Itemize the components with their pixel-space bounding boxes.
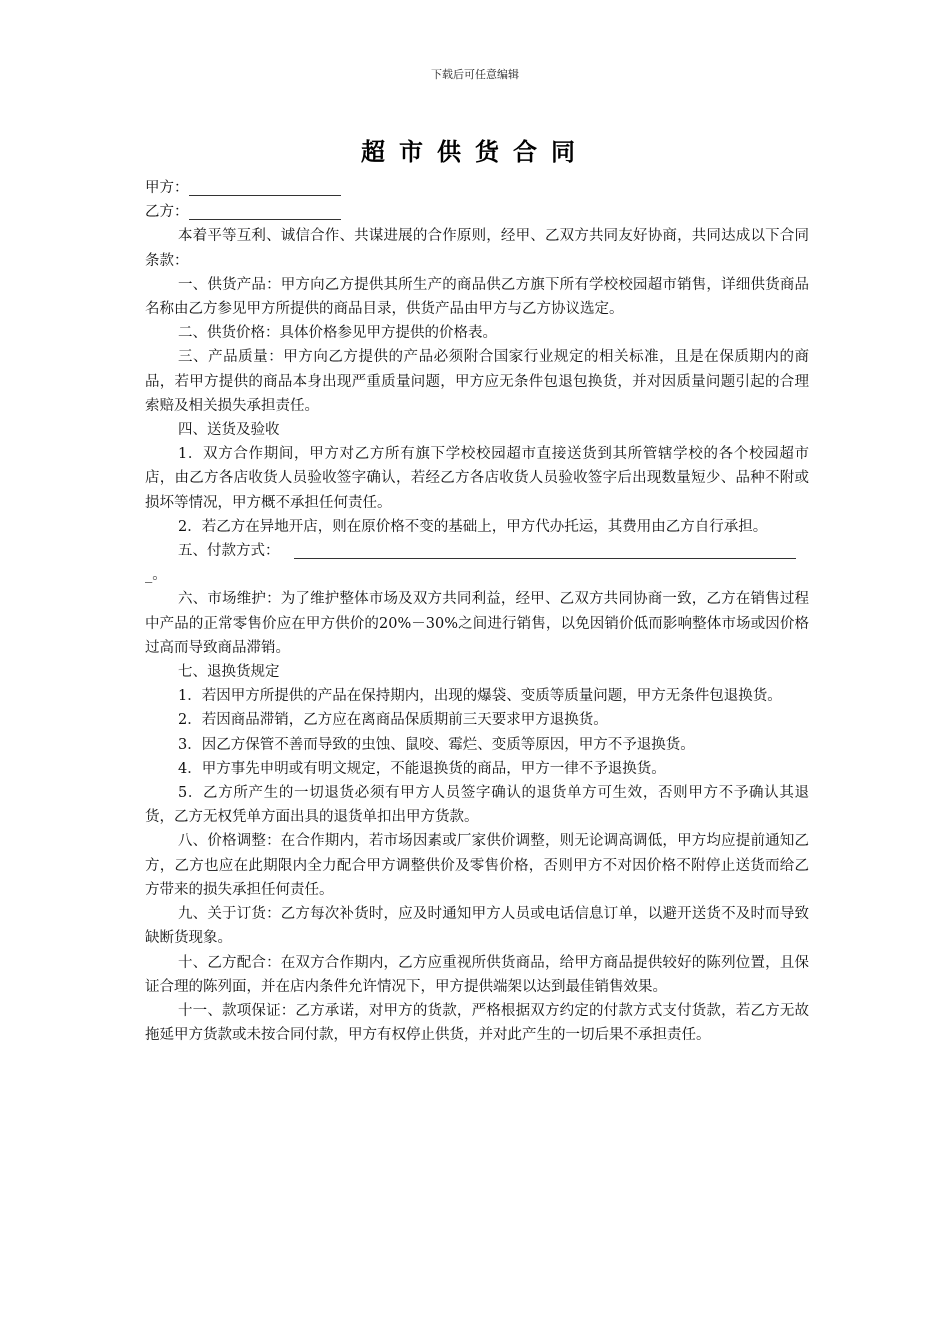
party-b-label: 乙方：: [145, 204, 189, 221]
clause-8-price-adjustment: 八、价格调整：在合作期内，若市场因素或厂家供价调整，则无论调高调低，甲方均应提前通知乙方，乙方也应在此期限内全力配合甲方调整供价及零售价格，否则甲方不对因价格不附停止送货而给乙方带来的损失承担任何责任。: [145, 833, 809, 898]
clause-7-item-2: 2．若因商品滞销，乙方应在离商品保质期前三天要求甲方退换货。: [178, 712, 608, 729]
party-a-label: 甲方：: [145, 180, 189, 196]
clause-7-heading: 七、退换货规定: [178, 664, 280, 681]
clause-11-payment-guarantee: 十一、款项保证：乙方承诺，对甲方的货款，严格根据双方约定的付款方式支付货款，若乙方无故拖延甲方货款或未按合同付款，甲方有权停止供货，并对此产生的一切后果不承担责任。: [145, 1002, 809, 1044]
clause-2-supply-price: 二、供货价格：具体价格参见甲方提供的价格表。: [178, 325, 497, 342]
clause-6-market-maintenance: 六、市场维护：为了维护整体市场及双方共同利益，经甲、乙双方共同协商一致，乙方在销售过程中产品的正常零售价应在甲方供价的20%－30%之间进行销售，以免因销价低而影响整体市场或因价格过高而导致商品滞销。: [145, 591, 809, 656]
intro-paragraph: 本着平等互利、诚信合作、共谋进展的合作原则，经甲、乙双方共同友好协商，共同达成以下合同条款：: [145, 228, 809, 269]
clause-3-product-quality: 三、产品质量：甲方向乙方提供的产品必须附合国家行业规定的相关标准，且是在保质期内的商品，若甲方提供的商品本身出现严重质量问题，甲方应无条件包退包换货，并对因质量问题引起的合理索赔及相关损失承担责任。: [145, 349, 809, 414]
party-b-blank: [189, 203, 341, 220]
payment-method-label: 五、付款方式：: [178, 543, 280, 560]
clause-4-item-2: 2．若乙方在异地开店，则在原价格不变的基础上，甲方代办托运，其费用由乙方自行承担。: [178, 518, 768, 535]
contract-body: [145, 176, 809, 1047]
party-b-line: [145, 200, 809, 224]
party-a-line: [145, 176, 809, 200]
clause-1-supply-products: 一、供货产品：甲方向乙方提供其所生产的商品供乙方旗下所有学校校园超市销售，详细供货商品名称由乙方参见甲方所提供的商品目录，供货产品由甲方与乙方协议选定。: [145, 276, 809, 318]
clause-7-item-5: 5．乙方所产生的一切退货必须有甲方人员签字确认的退货单方可生效，否则甲方不予确认其退货，乙方无权凭单方面出具的退货单扣出甲方货款。: [145, 785, 809, 826]
clause-4-heading: 四、送货及验收: [178, 422, 280, 439]
clause-9-ordering: 九、关于订货：乙方每次补货时，应及时通知甲方人员或电话信息订单，以避开送货不及时而导致缺断货现象。: [145, 906, 809, 947]
payment-method-tail: _。: [145, 567, 167, 584]
clause-5-payment-method: [145, 539, 809, 563]
document-title: 超市供货合同: [361, 137, 589, 166]
clause-7-item-4: 4．甲方事先申明或有明文规定，不能退换货的商品，甲方一律不予退换货。: [178, 760, 666, 777]
payment-method-blank: [294, 542, 796, 559]
clause-7-item-3: 3．因乙方保管不善而导致的虫蚀、鼠咬、霉烂、变质等原因，甲方不予退换货。: [178, 736, 695, 753]
party-a-blank: [189, 179, 341, 196]
clause-7-item-1: 1．若因甲方所提供的产品在保持期内，出现的爆袋、变质等质量问题，甲方无条件包退换货。: [178, 688, 782, 705]
clause-10-party-b-cooperation: 十、乙方配合：在双方合作期内，乙方应重视所供货商品，给甲方商品提供较好的陈列位置，且保证合理的陈列面，并在店内条件允许情况下，甲方提供端架以达到最佳销售效果。: [145, 954, 809, 995]
clause-4-item-1: 1．双方合作期间，甲方对乙方所有旗下学校校园超市直接送货到其所管辖学校的各个校园超市店，由乙方各店收货人员验收签字确认，若经乙方各店收货人员验收签字后出现数量短少、品种不附或损坏等情况，甲方概不承担任何责任。: [145, 446, 809, 511]
header-note: 下载后可任意编辑: [431, 68, 519, 81]
